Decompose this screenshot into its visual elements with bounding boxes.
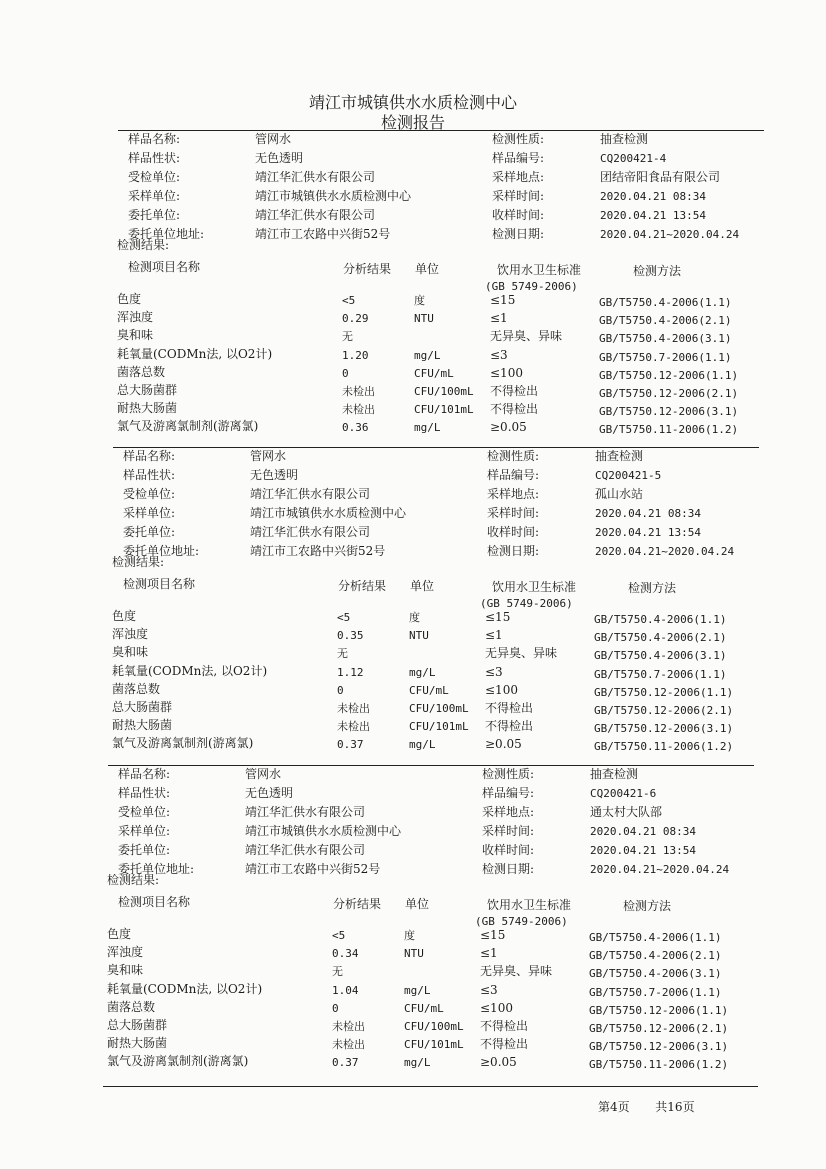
row-item: 浑浊度	[117, 310, 154, 325]
row-result: 未检出	[332, 1020, 365, 1033]
row-result: 未检出	[342, 385, 375, 398]
org-title: 靖江市城镇供水水质检测中心	[308, 93, 517, 112]
row-method: GB/T5750.4-2006(1.1)	[589, 931, 722, 944]
row-result: 无	[337, 647, 348, 661]
client-unit-value: 靖江华汇供水有限公司	[255, 208, 376, 222]
row-unit: 度	[404, 929, 415, 942]
row-unit: CFU/mL	[404, 1001, 444, 1015]
row-item: 总大肠菌群	[112, 700, 173, 714]
sampling-time-label: 采样时间:	[487, 506, 540, 520]
page-total: 共16页	[655, 1100, 695, 1114]
sampling-time-value: 2020.04.21 08:34	[600, 190, 706, 203]
sampling-unit-value: 靖江市城镇供水水质检测中心	[250, 506, 407, 520]
header-method: 检测方法	[628, 581, 677, 595]
sample-no-value: CQ200421-4	[600, 152, 667, 165]
row-result: 未检出	[337, 702, 370, 715]
row-result: 0.29	[342, 312, 369, 326]
sample-name-label: 样品名称:	[118, 767, 171, 781]
row-method: GB/T5750.4-2006(1.1)	[594, 613, 727, 626]
sampling-site-label: 采样地点:	[487, 487, 540, 501]
sample-no-label: 样品编号:	[482, 786, 535, 800]
row-item: 浑浊度	[112, 627, 149, 642]
inspected-unit-label: 受检单位:	[128, 170, 181, 184]
row-unit: mg/L	[414, 348, 441, 362]
row-unit: CFU/100mL	[414, 385, 474, 398]
row-unit: mg/L	[414, 421, 441, 435]
row-result: <5	[332, 929, 346, 942]
sampling-time-label: 采样时间:	[492, 189, 545, 203]
row-result: 1.20	[342, 348, 369, 362]
row-standard: ≤15	[485, 610, 511, 624]
sample-form-value: 无色透明	[245, 786, 294, 800]
row-standard: 不得检出	[480, 1019, 529, 1033]
row-method: GB/T5750.4-2006(3.1)	[594, 649, 727, 663]
sampling-unit-value: 靖江市城镇供水水质检测中心	[245, 824, 402, 838]
receive-time-value: 2020.04.21 13:54	[600, 209, 706, 222]
header-item: 检测项目名称	[128, 260, 201, 274]
row-standard: ≥0.05	[485, 737, 522, 752]
row-method: GB/T5750.12-2006(3.1)	[589, 1040, 729, 1054]
row-item: 臭和味	[107, 963, 144, 978]
row-item: 色度	[107, 927, 132, 941]
receive-time-value: 2020.04.21 13:54	[595, 526, 701, 539]
results-label: 检测结果:	[117, 238, 170, 252]
row-item: 耐热大肠菌	[117, 401, 178, 416]
block-top-rule	[108, 765, 754, 766]
sampling-unit-value: 靖江市城镇供水水质检测中心	[255, 189, 412, 203]
sample-name-value: 管网水	[250, 449, 287, 463]
row-item: 耐热大肠菌	[112, 718, 173, 733]
test-nature-label: 检测性质:	[492, 132, 545, 146]
row-result: 无	[332, 965, 343, 979]
row-standard: ≤1	[480, 946, 498, 961]
inspected-unit-value: 靖江华汇供水有限公司	[255, 170, 376, 184]
row-standard: ≤3	[485, 664, 503, 679]
row-method: GB/T5750.12-2006(3.1)	[599, 405, 739, 419]
test-date-value: 2020.04.21~2020.04.24	[600, 228, 740, 241]
sample-form-label: 样品性状:	[118, 786, 171, 800]
row-standard: ≤3	[490, 347, 508, 362]
test-nature-label: 检测性质:	[487, 449, 540, 463]
row-item: 耗氧量(CODMn法, 以O2计)	[117, 346, 273, 361]
row-standard: ≤3	[480, 982, 498, 997]
client-unit-label: 委托单位:	[128, 208, 181, 222]
header-result: 分析结果	[338, 579, 387, 593]
row-item: 氯气及游离氯制剂(游离氯)	[117, 419, 259, 434]
inspected-unit-value: 靖江华汇供水有限公司	[245, 805, 366, 819]
row-result: 未检出	[337, 720, 370, 734]
client-unit-label: 委托单位:	[118, 843, 171, 857]
test-nature-value: 抽查检测	[590, 767, 639, 781]
header-method: 检测方法	[633, 264, 682, 278]
block-top-rule	[118, 130, 764, 131]
sampling-site-value: 团结帝阳食品有限公司	[600, 170, 721, 184]
row-item: 臭和味	[112, 645, 149, 660]
row-method: GB/T5750.4-2006(2.1)	[599, 314, 732, 328]
sampling-time-value: 2020.04.21 08:34	[590, 825, 696, 838]
test-date-value: 2020.04.21~2020.04.24	[590, 863, 730, 876]
test-date-label: 检测日期:	[482, 862, 535, 876]
row-unit: CFU/mL	[414, 366, 454, 380]
row-item: 总大肠菌群	[107, 1018, 168, 1032]
row-standard: ≤1	[485, 628, 503, 643]
sample-form-label: 样品性状:	[123, 468, 176, 482]
header-unit: 单位	[415, 262, 440, 276]
row-unit: mg/L	[404, 1056, 431, 1070]
client-address-value: 靖江市工农路中兴街52号	[250, 544, 386, 558]
row-result: 0	[337, 683, 344, 697]
row-method: GB/T5750.12-2006(2.1)	[599, 387, 739, 400]
row-item: 菌落总数	[117, 364, 166, 379]
inspected-unit-value: 靖江华汇供水有限公司	[250, 487, 371, 501]
header-result: 分析结果	[343, 262, 392, 276]
receive-time-label: 收样时间:	[492, 208, 545, 222]
row-standard: ≤1	[490, 311, 508, 326]
row-method: GB/T5750.12-2006(2.1)	[594, 704, 734, 717]
row-standard: ≥0.05	[480, 1055, 517, 1070]
client-address-label: 委托单位地址:	[128, 227, 205, 241]
row-item: 色度	[117, 292, 142, 306]
row-result: 0.36	[342, 421, 369, 435]
row-unit: NTU	[414, 312, 434, 326]
doc-title: 检测报告	[380, 113, 445, 132]
sampling-site-value: 孤山水站	[595, 487, 644, 501]
row-unit: CFU/101mL	[414, 403, 474, 417]
sample-form-value: 无色透明	[250, 468, 299, 482]
row-item: 耗氧量(CODMn法, 以O2计)	[112, 663, 268, 678]
row-unit: mg/L	[409, 665, 436, 679]
row-unit: mg/L	[409, 738, 436, 752]
row-unit: 度	[414, 294, 425, 307]
row-standard: 不得检出	[480, 1037, 529, 1052]
inspected-unit-label: 受检单位:	[118, 805, 171, 819]
row-standard: ≤15	[490, 293, 516, 307]
client-address-value: 靖江市工农路中兴街52号	[245, 862, 381, 876]
row-result: 0	[332, 1001, 339, 1015]
row-standard: 不得检出	[485, 719, 534, 734]
header-unit: 单位	[405, 897, 430, 911]
row-standard: ≥0.05	[490, 420, 527, 435]
test-date-label: 检测日期:	[487, 544, 540, 558]
test-nature-value: 抽查检测	[595, 449, 644, 463]
row-unit: mg/L	[404, 983, 431, 997]
header-standard-ref: (GB 5749-2006)	[485, 280, 578, 293]
row-unit: CFU/mL	[409, 683, 449, 697]
row-method: GB/T5750.4-2006(3.1)	[599, 332, 732, 346]
row-method: GB/T5750.12-2006(3.1)	[594, 722, 734, 736]
row-result: 0.34	[332, 947, 359, 961]
sampling-time-value: 2020.04.21 08:34	[595, 507, 701, 520]
header-unit: 单位	[410, 579, 435, 593]
row-item: 氯气及游离氯制剂(游离氯)	[107, 1054, 249, 1069]
row-method: GB/T5750.7-2006(1.1)	[599, 350, 732, 364]
row-method: GB/T5750.4-2006(3.1)	[589, 967, 722, 981]
row-unit: NTU	[409, 629, 429, 643]
row-item: 菌落总数	[107, 999, 156, 1014]
row-unit: 度	[409, 611, 420, 624]
row-unit: CFU/100mL	[409, 702, 469, 715]
header-result: 分析结果	[333, 897, 382, 911]
test-date-value: 2020.04.21~2020.04.24	[595, 545, 735, 558]
row-standard: 无异臭、异味	[490, 329, 563, 344]
row-method: GB/T5750.12-2006(1.1)	[589, 1003, 729, 1017]
sample-form-value: 无色透明	[255, 151, 304, 165]
block-top-rule	[113, 447, 759, 448]
client-address-value: 靖江市工农路中兴街52号	[255, 227, 391, 241]
row-result: 0.35	[337, 629, 364, 643]
header-standard-ref: (GB 5749-2006)	[475, 915, 568, 928]
sample-name-value: 管网水	[255, 132, 292, 146]
sample-no-label: 样品编号:	[487, 468, 540, 482]
row-unit: CFU/101mL	[404, 1038, 464, 1052]
row-method: GB/T5750.12-2006(1.1)	[599, 368, 739, 382]
client-unit-value: 靖江华汇供水有限公司	[250, 525, 371, 539]
row-item: 菌落总数	[112, 681, 161, 696]
results-label: 检测结果:	[107, 873, 160, 887]
row-method: GB/T5750.4-2006(1.1)	[599, 296, 732, 309]
header-item: 检测项目名称	[118, 895, 191, 909]
row-method: GB/T5750.4-2006(2.1)	[594, 631, 727, 645]
row-standard: 无异臭、异味	[480, 964, 553, 979]
row-result: 1.04	[332, 983, 359, 997]
row-standard: 无异臭、异味	[485, 646, 558, 661]
row-result: 未检出	[342, 403, 375, 417]
row-standard: 不得检出	[490, 384, 539, 398]
row-item: 耐热大肠菌	[107, 1036, 168, 1051]
row-unit: CFU/101mL	[409, 720, 469, 734]
row-method: GB/T5750.11-2006(1.2)	[599, 423, 739, 437]
sample-no-label: 样品编号:	[492, 151, 545, 165]
row-unit: NTU	[404, 947, 424, 961]
sampling-unit-label: 采样单位:	[128, 189, 181, 203]
row-result: 0	[342, 366, 349, 380]
page-number: 第4页	[598, 1100, 630, 1114]
row-standard: ≤15	[480, 928, 506, 942]
row-item: 浑浊度	[107, 945, 144, 960]
row-item: 耗氧量(CODMn法, 以O2计)	[107, 981, 263, 996]
receive-time-value: 2020.04.21 13:54	[590, 844, 696, 857]
row-method: GB/T5750.11-2006(1.2)	[589, 1058, 729, 1072]
header-standard: 饮用水卫生标准	[487, 898, 572, 912]
header-standard: 饮用水卫生标准	[497, 263, 582, 277]
row-method: GB/T5750.7-2006(1.1)	[589, 985, 722, 999]
sampling-site-label: 采样地点:	[492, 170, 545, 184]
row-item: 总大肠菌群	[117, 383, 178, 397]
client-address-label: 委托单位地址:	[123, 544, 200, 558]
sampling-unit-label: 采样单位:	[123, 506, 176, 520]
row-result: <5	[337, 611, 351, 624]
sample-no-value: CQ200421-6	[590, 787, 657, 800]
client-unit-value: 靖江华汇供水有限公司	[245, 843, 366, 857]
row-method: GB/T5750.12-2006(1.1)	[594, 685, 734, 699]
sample-name-label: 样品名称:	[123, 449, 176, 463]
page-footer	[598, 1098, 695, 1115]
sample-no-value: CQ200421-5	[595, 469, 662, 482]
row-item: 色度	[112, 609, 137, 623]
row-standard: ≤100	[485, 682, 518, 697]
row-result: 1.12	[337, 665, 364, 679]
header-standard-ref: (GB 5749-2006)	[480, 597, 573, 610]
row-method: GB/T5750.11-2006(1.2)	[594, 740, 734, 754]
header-item: 检测项目名称	[123, 577, 196, 591]
sampling-site-label: 采样地点:	[482, 805, 535, 819]
results-label: 检测结果:	[112, 555, 165, 569]
client-address-label: 委托单位地址:	[118, 862, 195, 876]
row-result: 无	[342, 330, 353, 344]
sampling-time-label: 采样时间:	[482, 824, 535, 838]
sampling-unit-label: 采样单位:	[118, 824, 171, 838]
row-method: GB/T5750.4-2006(2.1)	[589, 949, 722, 963]
row-method: GB/T5750.7-2006(1.1)	[594, 667, 727, 681]
row-item: 臭和味	[117, 328, 154, 343]
row-result: 0.37	[332, 1056, 359, 1070]
receive-time-label: 收样时间:	[487, 525, 540, 539]
row-standard: ≤100	[490, 365, 523, 380]
test-date-label: 检测日期:	[492, 227, 545, 241]
client-unit-label: 委托单位:	[123, 525, 176, 539]
inspected-unit-label: 受检单位:	[123, 487, 176, 501]
row-standard: ≤100	[480, 1000, 513, 1015]
test-nature-label: 检测性质:	[482, 767, 535, 781]
row-result: <5	[342, 294, 356, 307]
row-standard: 不得检出	[490, 402, 539, 417]
test-nature-value: 抽查检测	[600, 132, 649, 146]
bottom-rule	[103, 1086, 758, 1087]
sample-form-label: 样品性状:	[128, 151, 181, 165]
header-method: 检测方法	[623, 899, 672, 913]
receive-time-label: 收样时间:	[482, 843, 535, 857]
sampling-site-value: 通太村大队部	[590, 805, 663, 819]
header-standard: 饮用水卫生标准	[492, 580, 577, 594]
sample-name-label: 样品名称:	[128, 132, 181, 146]
row-unit: CFU/100mL	[404, 1020, 464, 1033]
sample-name-value: 管网水	[245, 767, 282, 781]
row-result: 未检出	[332, 1038, 365, 1052]
row-item: 氯气及游离氯制剂(游离氯)	[112, 736, 254, 751]
row-result: 0.37	[337, 738, 364, 752]
row-standard: 不得检出	[485, 701, 534, 715]
row-method: GB/T5750.12-2006(2.1)	[589, 1022, 729, 1035]
